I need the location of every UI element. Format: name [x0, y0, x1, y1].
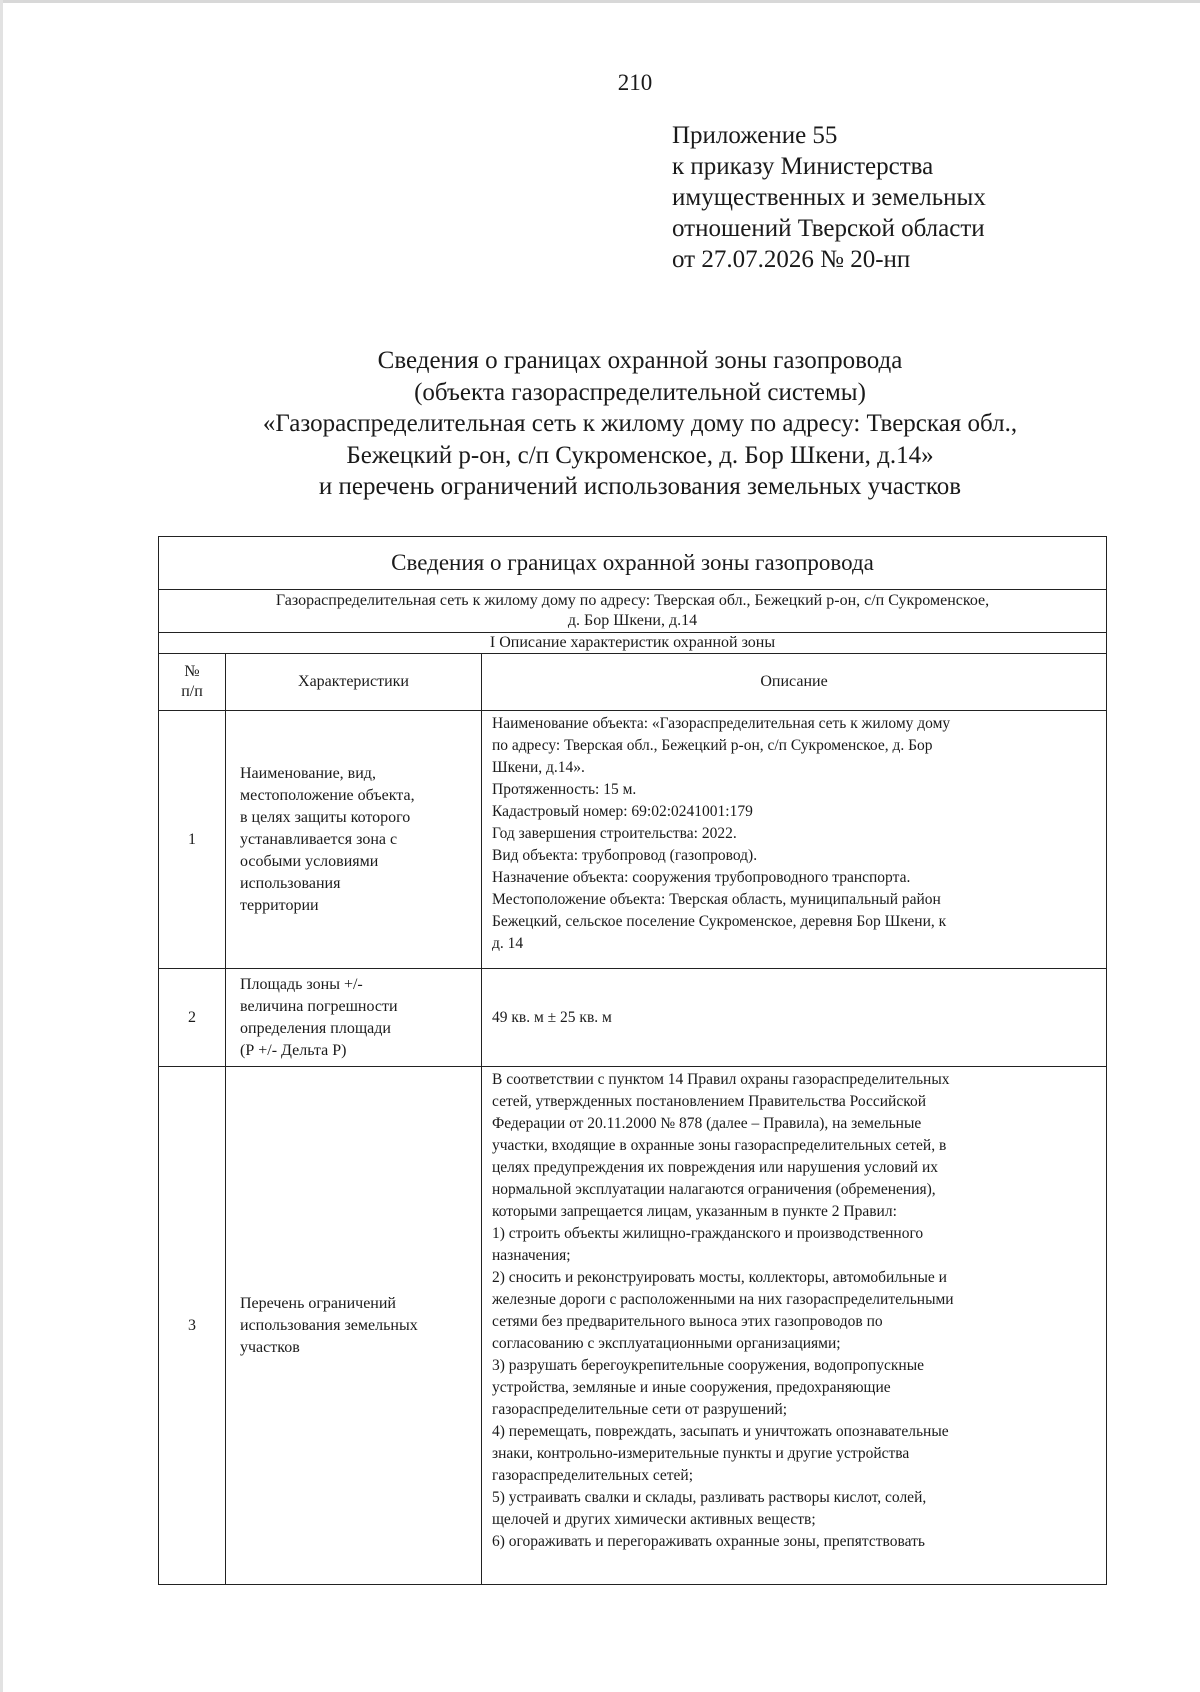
object-name-line: Газораспределительная сеть к жилому дому по адресу: Тверская обл., Бежецкий р-он, с/п Сукроменское,: [275, 592, 990, 609]
characteristic-line: территории: [240, 896, 319, 914]
title-line: Бежецкий р-он, с/п Сукроменское, д. Бор Шкени, д.14»: [346, 441, 934, 469]
characteristic-line: местоположение объекта,: [240, 786, 415, 804]
description-line: участки, входящие в охранные зоны газораспределительных сетей, в: [492, 1137, 947, 1154]
document-title: [150, 345, 1130, 503]
appendix-block: [672, 120, 986, 275]
description-line: 1) строить объекты жилищно-гражданского и производственного: [492, 1225, 924, 1242]
characteristic-line: Площадь зоны +/-: [240, 975, 363, 993]
characteristic-line: в целях защиты которого: [240, 808, 411, 826]
column-header-description: Описание: [482, 654, 1107, 711]
table-row: [159, 711, 1107, 969]
description-line: железные дороги с расположенными на них газораспределительными: [492, 1291, 954, 1308]
characteristic-line: определения площади: [240, 1019, 391, 1037]
description-line: нормальной эксплуатации налагаются ограничения (обременения),: [492, 1181, 936, 1198]
appendix-line: от 27.07.2026 № 20-нп: [672, 246, 911, 273]
description-line: Федерации от 20.11.2000 № 878 (далее – Правила), на земельные: [492, 1115, 922, 1132]
description-line: Местоположение объекта: Тверская область, муниципальный район: [492, 891, 941, 908]
table-row: [159, 969, 1107, 1067]
description-line: 5) устраивать свалки и склады, разливать растворы кислот, солей,: [492, 1489, 927, 1506]
characteristic-line: использования земельных: [240, 1316, 418, 1334]
scan-edge-left: [0, 0, 3, 1692]
table-object-name: [159, 590, 1107, 633]
column-header-number: [159, 654, 226, 711]
section-heading: I Описание характеристик охранной зоны: [159, 633, 1107, 654]
title-line: Сведения о границах охранной зоны газопровода: [377, 347, 903, 374]
row-characteristic: [226, 969, 482, 1067]
row-characteristic: [226, 711, 482, 969]
characteristic-line: участков: [240, 1338, 300, 1356]
characteristic-line: Перечень ограничений: [240, 1294, 396, 1312]
description-line: В соответствии с пунктом 14 Правил охраны газораспределительных: [492, 1071, 950, 1088]
appendix-line: отношений Тверской области: [672, 215, 985, 242]
description-line: щелочей и других химически активных веществ;: [492, 1511, 816, 1528]
table-heading: Сведения о границах охранной зоны газопровода: [159, 537, 1107, 590]
description-line: Бежецкий, сельское поселение Сукроменское, деревня Бор Шкени, к: [492, 913, 947, 930]
column-header-row: [159, 654, 1107, 711]
description-line: газораспределительных сетей;: [492, 1467, 694, 1484]
row-characteristic: [226, 1067, 482, 1585]
description-line: назначения;: [492, 1247, 571, 1264]
row-description: [482, 969, 1107, 1067]
description-line: Год завершения строительства: 2022.: [492, 825, 737, 842]
appendix-line: имущественных и земельных: [672, 184, 986, 211]
title-line: (объекта газораспределительной системы): [414, 378, 866, 406]
description-line: сетей, утвержденных постановлением Правительства Российской: [492, 1093, 927, 1110]
description-line: 6) огораживать и перегораживать охранные зоны, препятствовать: [492, 1533, 925, 1550]
characteristic-line: Наименование, вид,: [240, 764, 376, 782]
description-line: целях предупреждения их повреждения или нарушения условий их: [492, 1159, 939, 1176]
description-line: Протяженность: 15 м.: [492, 781, 637, 798]
characteristic-line: устанавливается зона с: [240, 830, 398, 848]
appendix-line: Приложение 55: [672, 122, 838, 149]
description-line: которыми запрещается лицам, указанным в пункте 2 Правил:: [492, 1203, 897, 1220]
scan-edge-top: [0, 0, 1200, 3]
characteristic-line: особыми условиями: [240, 852, 379, 870]
description-line: Наименование объекта: «Газораспределительная сеть к жилому дому: [492, 715, 951, 732]
description-line: 3) разрушать берегоукрепительные сооружения, водопропускные: [492, 1357, 925, 1374]
row-number: 1: [159, 711, 226, 969]
description-line: 49 кв. м ± 25 кв. м: [492, 1008, 612, 1026]
row-number: 2: [159, 969, 226, 1067]
description-line: по адресу: Тверская обл., Бежецкий р-он, с/п Сукроменское, д. Бор: [492, 737, 933, 754]
description-line: сетями без предварительного выноса этих газопроводов по: [492, 1313, 883, 1330]
appendix-line: к приказу Министерства: [672, 153, 934, 180]
column-header-number-line: №: [184, 663, 200, 680]
characteristic-line: величина погрешности: [240, 997, 398, 1015]
row-number: 3: [159, 1067, 226, 1585]
description-line: Шкени, д.14».: [492, 759, 585, 776]
description-line: согласованию с эксплуатационными организациями;: [492, 1335, 841, 1352]
description-line: д. 14: [492, 935, 524, 952]
description-line: Вид объекта: трубопровод (газопровод).: [492, 847, 758, 864]
description-line: знаки, контрольно-измерительные пункты и другие устройства: [492, 1445, 910, 1462]
description-line: 2) сносить и реконструировать мосты, коллекторы, автомобильные и: [492, 1269, 947, 1286]
title-line: и перечень ограничений использования земельных участков: [318, 473, 962, 500]
description-line: Кадастровый номер: 69:02:0241001:179: [492, 803, 753, 820]
characteristic-line: (Р +/- Дельта Р): [240, 1041, 347, 1059]
description-line: газораспределительные сети от разрушений;: [492, 1401, 788, 1418]
column-header-number-line: п/п: [181, 683, 203, 700]
object-name-line: д. Бор Шкени, д.14: [567, 612, 698, 629]
description-line: Назначение объекта: сооружения трубопроводного транспорта.: [492, 869, 911, 886]
title-line: «Газораспределительная сеть к жилому дому по адресу: Тверская обл.,: [262, 410, 1018, 437]
table-row: [159, 1067, 1107, 1585]
protection-zone-table: [158, 536, 1107, 1585]
column-header-characteristics: Характеристики: [226, 654, 482, 711]
row-description: [482, 711, 1107, 969]
description-line: устройства, земляные и иные сооружения, предохраняющие: [492, 1379, 891, 1396]
characteristic-line: использования: [240, 874, 341, 892]
description-line: 4) перемещать, повреждать, засыпать и уничтожать опознавательные: [492, 1423, 949, 1440]
page-number: 210: [617, 70, 653, 95]
row-description: [482, 1067, 1107, 1585]
